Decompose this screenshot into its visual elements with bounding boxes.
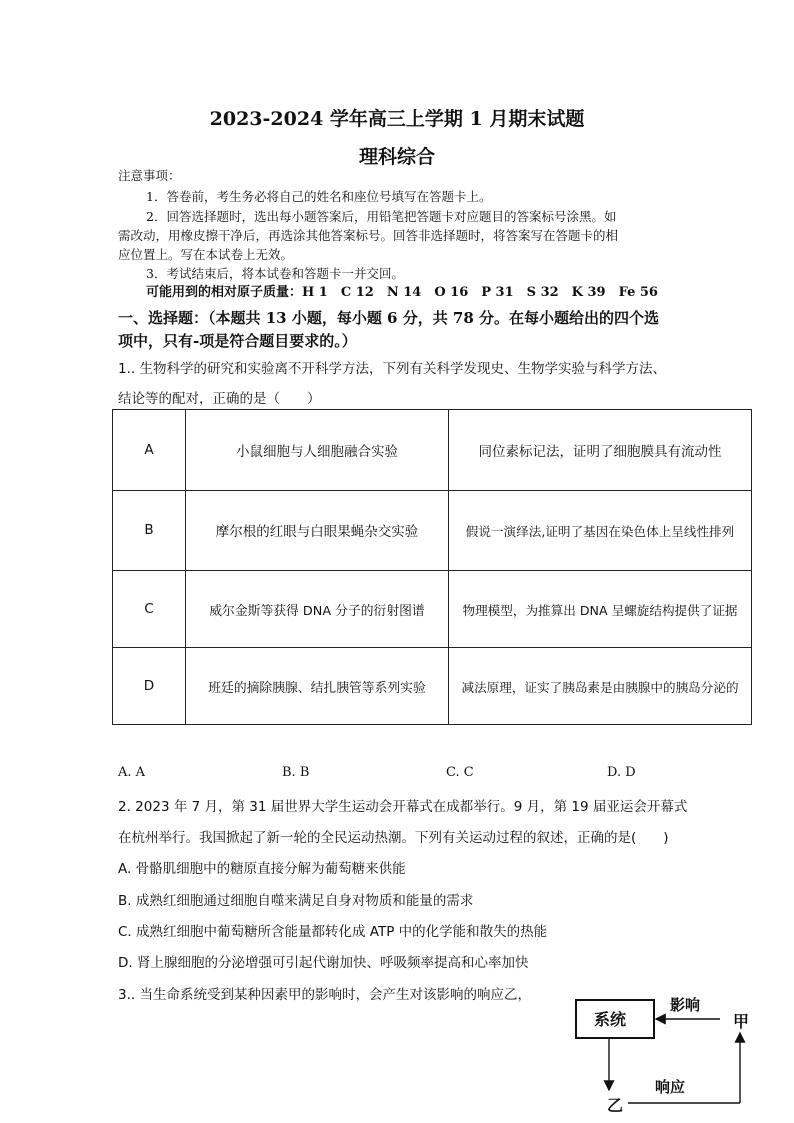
q2-stem-line-1: 2. 2023 年 7 月，第 31 届世界大学生运动会开幕式在成都举行。9 月，第 19 届亚运会开幕式: [118, 799, 688, 815]
choice-b[interactable]: B. B: [282, 765, 310, 780]
row-experiment: 摩尔根的红眼与白眼果蝇杂交实验: [186, 490, 449, 571]
row-conclusion: 减法原理，证实了胰岛素是由胰腺中的胰岛分泌的: [449, 648, 752, 725]
atomic-masses: 可能用到的相对原子质量：H 1 C 12 N 14 O 16 P 31 S 32 K 39 Fe 56: [146, 285, 658, 300]
q2-option-d[interactable]: D. 肾上腺细胞的分泌增强可引起代谢加快、呼吸频率提高和心率加快: [118, 955, 529, 971]
choice-d[interactable]: D. D: [607, 765, 636, 780]
q1-stem-line-1: 1.. 生物科学的研究和实验离不开科学方法，下列有关科学发现史、生物学实验与科学方法、: [118, 361, 666, 377]
row-conclusion: 同位素标记法，证明了细胞膜具有流动性: [449, 410, 752, 491]
row-label: D: [113, 648, 186, 725]
q2-option-b[interactable]: B. 成熟红细胞通过细胞自噬来满足自身对物质和能量的需求: [118, 893, 474, 909]
row-conclusion: 物理模型，为推算出 DNA 呈螺旋结构提供了证据: [449, 571, 752, 648]
q1-options-table: [112, 409, 752, 725]
row-experiment: 威尔金斯等获得 DNA 分子的衍射图谱: [186, 571, 449, 648]
diagram-system-box-label: 系统: [594, 1010, 627, 1029]
notice-heading: 注意事项：: [118, 168, 181, 183]
section-heading-line-2: 项中，只有-项是符合题目要求的。）: [118, 332, 357, 350]
notice-item-2-line-2: 需改动，用橡皮擦干净后，再选涂其他答案标号。回答非选择题时，将答案写在答题卡的相: [118, 228, 619, 243]
notice-item-2-line-1: 2．回答选择题时，选出每小题答案后，用铅笔把答题卡对应题目的答案标号涂黑。如: [146, 209, 617, 224]
diagram-response-label: 响应: [655, 1078, 686, 1096]
row-experiment: 班廷的摘除胰腺、结扎胰管等系列实验: [186, 648, 449, 725]
diagram-factor-label: 甲: [733, 1012, 750, 1031]
choice-c[interactable]: C. C: [446, 765, 474, 780]
q1-stem-line-2: 结论等的配对，正确的是（ ）: [118, 391, 321, 407]
q2-option-c[interactable]: C. 成熟红细胞中葡萄糖所含能量都转化成 ATP 中的化学能和散失的热能: [118, 924, 548, 940]
notice-item-3: 3．考试结束后，将本试卷和答题卡一并交回。: [146, 266, 404, 281]
row-conclusion: 假说一演绎法,证明了基因在染色体上呈线性排列: [449, 490, 752, 571]
row-label: C: [113, 571, 186, 648]
table-row: [113, 490, 752, 571]
exam-subtitle: 理科综合: [358, 146, 435, 168]
q3-stem-line-1: 3.. 当生命系统受到某种因素甲的影响时，会产生对该影响的响应乙，: [118, 987, 531, 1003]
q2-option-a[interactable]: A. 骨骼肌细胞中的糖原直接分解为葡萄糖来供能: [118, 861, 406, 877]
table-row: [113, 648, 752, 725]
notice-item-1: 1．答卷前，考生务必将自己的姓名和座位号填写在答题卡上。: [146, 189, 492, 204]
row-experiment: 小鼠细胞与人细胞融合实验: [186, 410, 449, 491]
table-row: [113, 410, 752, 491]
diagram-response-node: 乙: [607, 1096, 624, 1115]
section-heading-line-1: 一、选择题：（本题共 13 小题，每小题 6 分，共 78 分。在每小题给出的四个选: [118, 309, 660, 327]
row-label: B: [113, 490, 186, 571]
q2-stem-line-2: 在杭州举行。我国掀起了新一轮的全民运动热潮。下列有关运动过程的叙述，正确的是( ): [118, 830, 669, 846]
system-response-diagram: [560, 990, 780, 1115]
diagram-influence-label: 影响: [670, 996, 701, 1014]
row-label: A: [113, 410, 186, 491]
notice-item-2-line-3: 应位置上。写在本试卷上无效。: [118, 247, 294, 262]
exam-title: 2023-2024 学年高三上学期 1 月期末试题: [209, 108, 585, 130]
table-row: [113, 571, 752, 648]
choice-a[interactable]: A. A: [118, 765, 146, 780]
